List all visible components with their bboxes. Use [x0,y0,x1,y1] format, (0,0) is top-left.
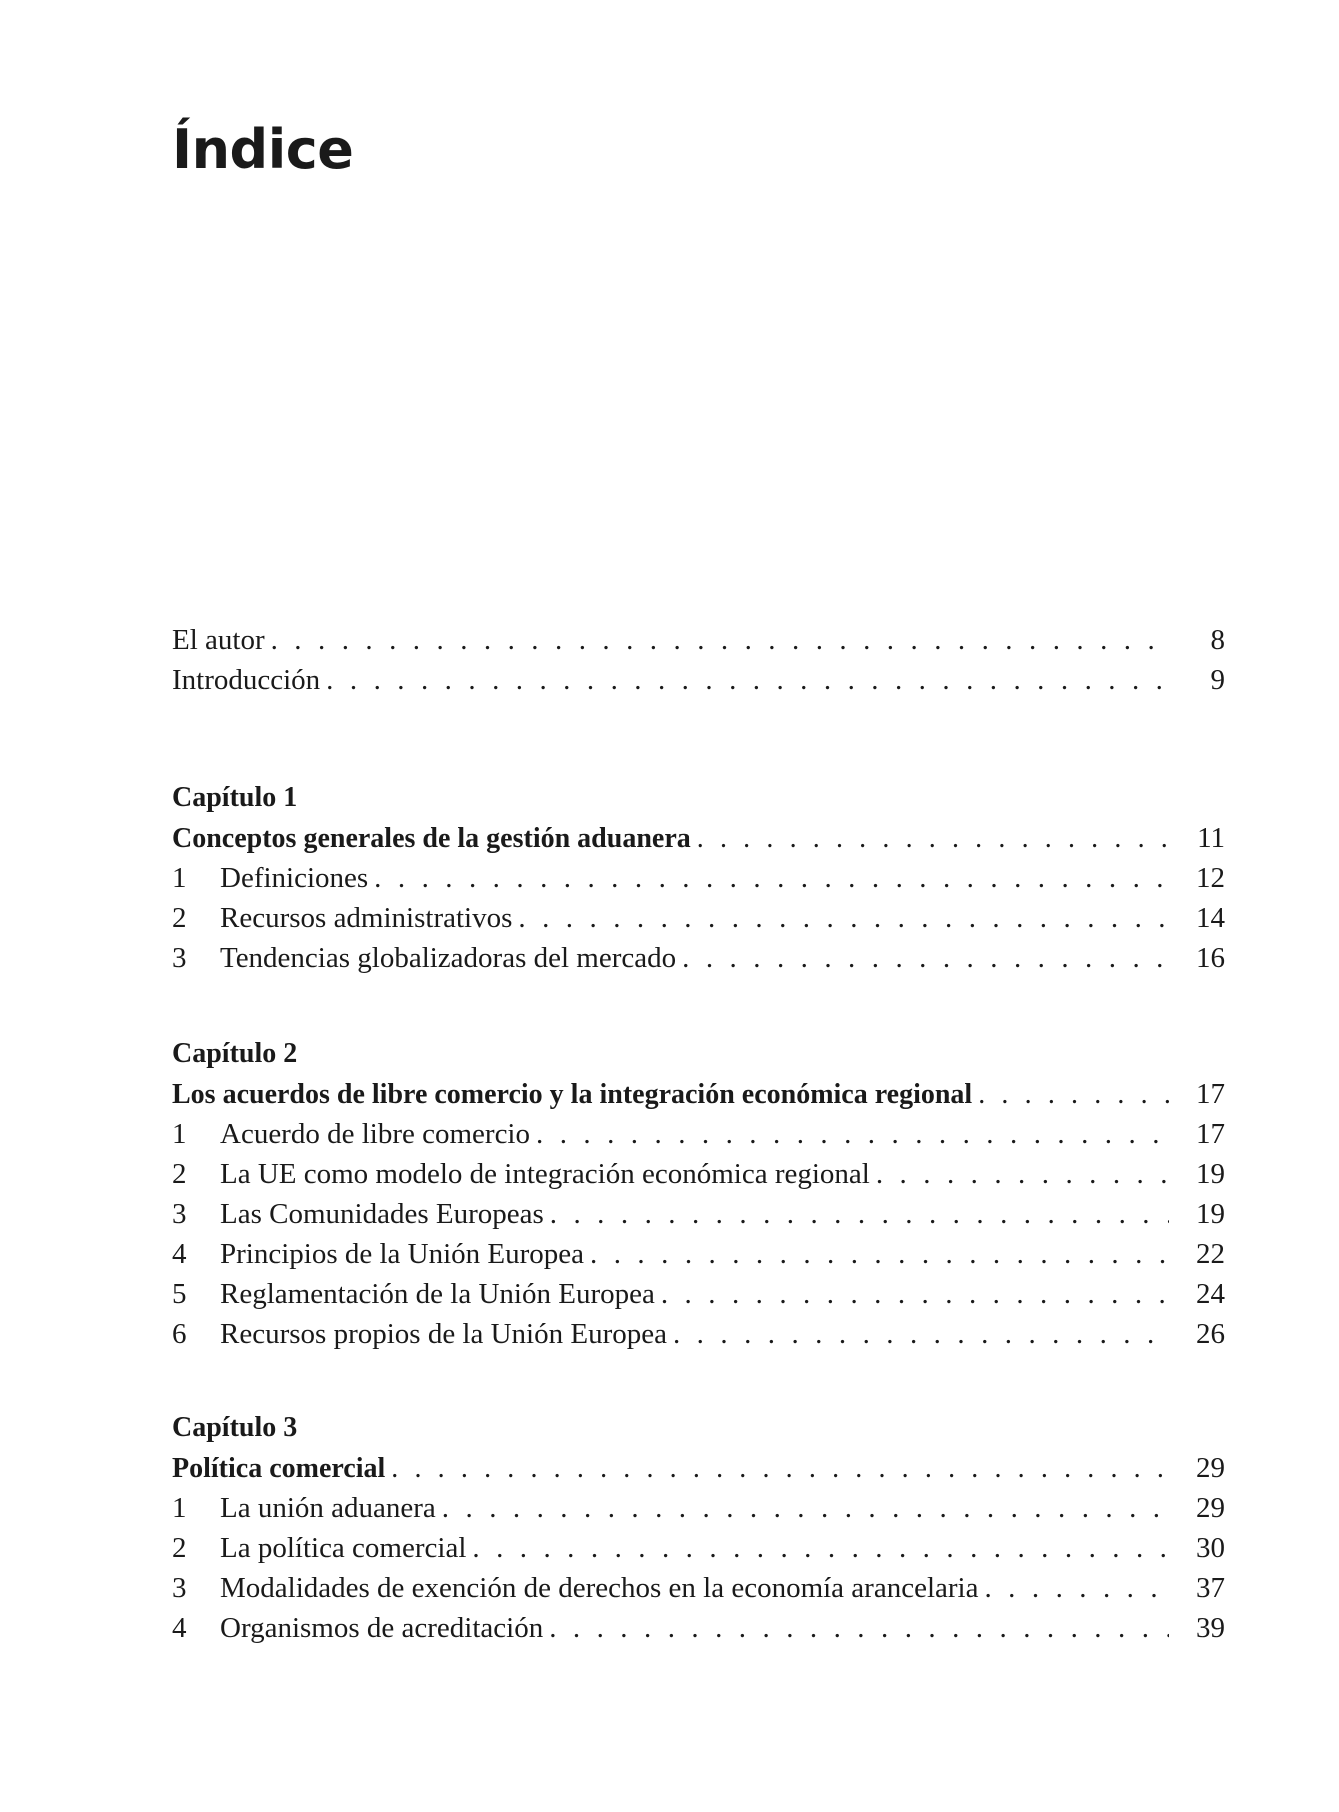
section-title: Reglamentación de la Unión Europea [220,1278,655,1310]
toc-entry-page: 24 [1196,1278,1225,1310]
chapter-label: Capítulo 1 [172,782,298,813]
toc-entry-page: 17 [1196,1078,1225,1110]
toc-section-entry[interactable] [172,1274,1225,1314]
toc-entry-page: 29 [1196,1452,1225,1484]
toc-section-entry[interactable] [172,858,1225,898]
toc-entry-page: 17 [1196,1118,1225,1150]
page-title: Índice [172,118,354,181]
toc-section-entry[interactable] [172,898,1225,938]
section-title: Principios de la Unión Europea [220,1238,585,1270]
toc-entry-page: 29 [1196,1492,1225,1524]
toc-entry-page: 8 [1210,624,1225,656]
section-title: La UE como modelo de integración económica regional [220,1158,870,1190]
section-number: 1 [172,862,187,894]
toc-entry-page: 9 [1210,664,1225,696]
toc-chapter-title-entry[interactable] [172,1074,1225,1114]
toc-entry-el-autor[interactable] [172,620,1225,660]
section-title: Las Comunidades Europeas [220,1198,544,1230]
toc-entry-page: 39 [1196,1612,1225,1644]
toc-entry-page: 19 [1196,1198,1225,1230]
toc-entry-page: 11 [1197,822,1225,854]
dot-leader [870,1154,1169,1194]
toc-entry-introduccion[interactable] [172,660,1225,700]
toc-section-entry[interactable] [172,1234,1225,1274]
section-title: Modalidades de exención de derechos en la economía arancelaria [220,1572,979,1604]
chapter-title: Los acuerdos de libre comercio y la integración económica regional [172,1079,973,1110]
toc-section-entry[interactable] [172,1154,1225,1194]
toc-entry-page: 37 [1196,1572,1225,1604]
dot-leader [530,1114,1169,1154]
toc-section-entry[interactable] [172,938,1225,978]
dot-leader [466,1528,1169,1568]
dot-leader [436,1488,1169,1528]
section-number: 4 [172,1238,187,1270]
section-title: La política comercial [220,1532,467,1564]
section-title: Acuerdo de libre comercio [220,1118,530,1150]
toc-section-entry[interactable] [172,1114,1225,1154]
dot-leader [972,1075,1169,1115]
toc-chapter-title-entry[interactable] [172,1448,1225,1488]
dot-leader [320,660,1169,700]
dot-leader [385,1449,1169,1489]
section-number: 3 [172,1572,187,1604]
dot-leader [691,819,1169,859]
toc-chapter-1 [172,778,1225,978]
toc-section-entry[interactable] [172,1608,1225,1648]
dot-leader [667,1314,1169,1354]
section-title: Tendencias globalizadoras del mercado [220,942,677,974]
toc-entry-page: 30 [1196,1532,1225,1564]
chapter-label: Capítulo 2 [172,1038,298,1069]
toc-entry-page: 19 [1196,1158,1225,1190]
chapter-title: Política comercial [172,1453,386,1484]
toc-section-entry[interactable] [172,1194,1225,1234]
section-number: 1 [172,1118,187,1150]
toc-entry-page: 14 [1196,902,1225,934]
section-number: 2 [172,902,187,934]
section-number: 6 [172,1318,187,1350]
toc-entry-page: 26 [1196,1318,1225,1350]
section-number: 1 [172,1492,187,1524]
section-number: 4 [172,1612,187,1644]
dot-leader [655,1274,1169,1314]
toc-front-matter [172,620,1225,700]
toc-entry-page: 16 [1196,942,1225,974]
chapter-label: Capítulo 3 [172,1412,298,1443]
chapter-title: Conceptos generales de la gestión aduanera [172,823,691,854]
section-title: Recursos propios de la Unión Europea [220,1318,667,1350]
toc-section-entry[interactable] [172,1528,1225,1568]
section-number: 2 [172,1532,187,1564]
section-title: Organismos de acreditación [220,1612,544,1644]
toc-section-entry[interactable] [172,1314,1225,1354]
toc-entry-page: 22 [1196,1238,1225,1270]
section-title: Recursos administrativos [220,902,513,934]
dot-leader [512,898,1169,938]
dot-leader [543,1608,1169,1648]
toc-entry-page: 12 [1196,862,1225,894]
dot-leader [544,1194,1169,1234]
toc-entry-title: Introducción [172,664,321,696]
dot-leader [584,1234,1169,1274]
section-number: 5 [172,1278,187,1310]
toc-section-entry[interactable] [172,1568,1225,1608]
toc-entry-title: El autor [172,624,265,656]
section-title: Definiciones [220,862,369,894]
toc-chapter-3 [172,1408,1225,1648]
dot-leader [978,1568,1169,1608]
section-number: 3 [172,1198,187,1230]
dot-leader [368,858,1169,898]
section-title: La unión aduanera [220,1492,436,1524]
toc-section-entry[interactable] [172,1488,1225,1528]
toc-chapter-title-entry[interactable] [172,818,1225,858]
section-number: 3 [172,942,187,974]
section-number: 2 [172,1158,187,1190]
toc-chapter-2 [172,1034,1225,1354]
dot-leader [676,938,1169,978]
dot-leader [265,620,1169,660]
